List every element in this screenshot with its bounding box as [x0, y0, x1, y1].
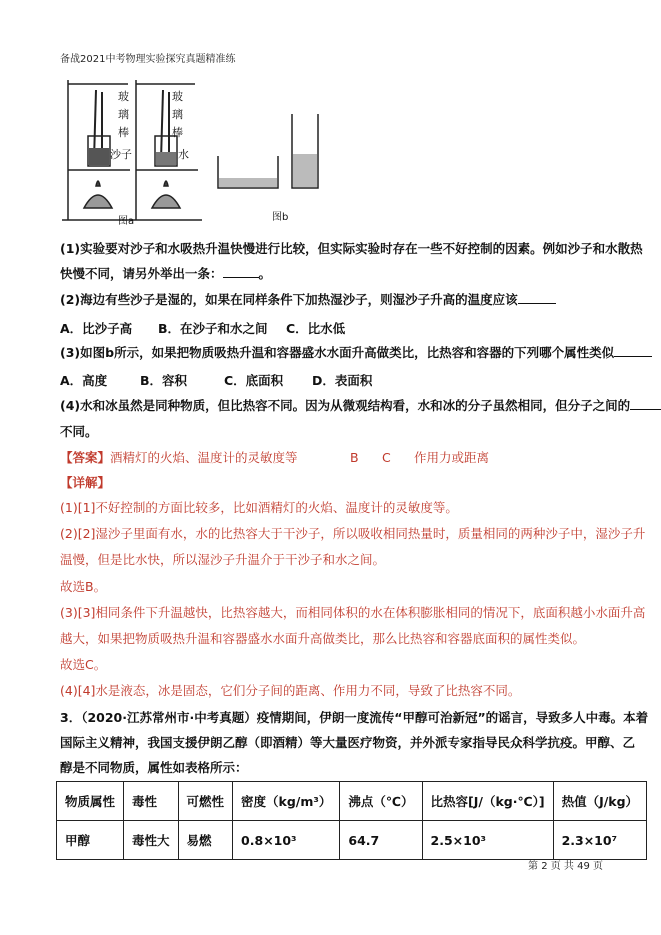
explain-line-1: (1)[1]不好控制的方面比较多，比如酒精灯的火焰、温度计的灵敏度等。	[60, 500, 458, 515]
q3-option-a: A．高度	[60, 373, 108, 388]
label-glass-1: 玻	[118, 90, 129, 103]
q2-option-c: C．比水低	[286, 321, 346, 336]
q1-line2: 快慢不同，请另外举出一条： 。	[60, 266, 272, 281]
answer-line	[60, 448, 489, 468]
q4-line2: 不同。	[60, 424, 98, 439]
table-row	[57, 821, 647, 860]
sand-fill	[89, 148, 109, 165]
q4-line1: (4)水和冰虽然是同种物质，但比热容不同。因为从微观结构看，水和冰的分子虽然相同，但分子之间的	[60, 396, 661, 416]
answer-label: 【答案】	[60, 450, 111, 465]
q3-options	[60, 371, 372, 389]
answer-1: 酒精灯的火焰、温度计的灵敏度等	[110, 450, 298, 465]
container-wide-water	[219, 178, 277, 187]
q3-option-d: D．表面积	[312, 373, 373, 388]
explain-line-7: 故选C。	[60, 657, 107, 672]
page-header: 备战2021中考物理实验探究真题精准练	[60, 54, 236, 65]
q2-option-b: B．在沙子和水之间	[158, 321, 268, 336]
q3-option-b: B．容积	[140, 373, 188, 388]
properties-table	[56, 781, 647, 860]
q1-line1: (1)实验要对沙子和水吸热升温快慢进行比较，但实际实验时存在一些不好控制的因素。例如沙子和水散热	[60, 241, 643, 256]
table-cell: 0.8×10³	[233, 821, 340, 860]
table-cell: 甲醇	[57, 821, 124, 860]
table-header-cell: 物质属性	[57, 782, 124, 821]
problem3-line3: 醇是不同物质，属性如表格所示：	[60, 760, 248, 775]
explain-line-5: (3)[3]相同条件下升温越快，比热容越大，而相同体积的水在体积膨胀相同的情况下，底面积越小水面升高	[60, 605, 646, 620]
answer-3: C	[382, 450, 391, 465]
table-header-cell: 比热容[J/（kg·℃）]	[422, 782, 553, 821]
water-fill	[156, 152, 176, 165]
table-header-row	[57, 782, 647, 821]
label-sand: 沙子	[110, 148, 132, 161]
problem3-line1: 3．（2020·江苏常州市·中考真题）疫情期间，伊朗一度流传“甲醇可治新冠”的谣言，导致多人中毒。本着	[60, 710, 649, 725]
q1-blank	[223, 265, 259, 278]
explain-line-4: 故选B。	[60, 579, 107, 594]
label-glass-2: 璃	[118, 108, 129, 121]
q3-text: (3)如图b所示，如果把物质吸热升温和容器盛水水面升高做类比，比热容和容器的下列哪个属性类似	[60, 343, 652, 363]
table-cell: 2.5×10³	[422, 821, 553, 860]
table-cell: 2.3×10⁷	[553, 821, 646, 860]
label-glass-3: 棒	[118, 126, 129, 139]
experiment-figure	[60, 78, 330, 228]
q4-blank	[630, 397, 661, 410]
table-header-cell: 密度（kg/m³）	[233, 782, 340, 821]
q2-blank	[518, 291, 556, 304]
problem3-line2: 国际主义精神，我国支援伊朗乙醇（即酒精）等大量医疗物资，并外派专家指导民众科学抗疫。甲醇、乙	[60, 735, 636, 750]
explain-line-8: (4)[4]水是液态，冰是固态，它们分子间的距离、作用力不同，导致了比热容不同。	[60, 683, 521, 698]
q3-option-c: C．底面积	[224, 373, 284, 388]
label-water: 水	[178, 148, 189, 161]
explain-line-6: 越大，如果把物质吸热升温和容器盛水水面升高做类比，那么比热容和容器底面积的属性类似。	[60, 631, 586, 646]
explain-line-3: 温慢，但是比水快，所以湿沙子升温介于干沙子和水之间。	[60, 552, 386, 567]
explain-label: 【详解】	[60, 475, 111, 490]
table-header-cell: 可燃性	[178, 782, 233, 821]
container-narrow-water	[293, 154, 317, 187]
table-cell: 毒性大	[124, 821, 179, 860]
q3-blank	[614, 344, 652, 357]
explain-line-2: (2)[2]湿沙子里面有水，水的比热容大于干沙子，所以吸收相同热量时，质量相同的两种沙子中，湿沙子升	[60, 526, 646, 541]
page-footer: 第 2 页 共 49 页	[528, 861, 603, 872]
table-cell: 易燃	[178, 821, 233, 860]
table-header-cell: 热值（J/kg）	[553, 782, 646, 821]
answer-4: 作用力或距离	[414, 450, 490, 465]
caption-b: 图b	[272, 212, 289, 223]
label-glass-r3: 棒	[172, 126, 183, 139]
q2-options	[60, 319, 345, 337]
q2-option-a: A．比沙子高	[60, 321, 133, 336]
table-header-cell: 毒性	[124, 782, 179, 821]
q2-text: (2)海边有些沙子是湿的，如果在同样条件下加热湿沙子，则湿沙子升高的温度应该	[60, 290, 556, 310]
caption-a: 图a	[118, 216, 135, 227]
answer-2: B	[350, 450, 359, 465]
table-header-cell: 沸点（℃）	[340, 782, 422, 821]
label-glass-r2: 璃	[172, 108, 183, 121]
label-glass-r1: 玻	[172, 90, 183, 103]
table-cell: 64.7	[340, 821, 422, 860]
